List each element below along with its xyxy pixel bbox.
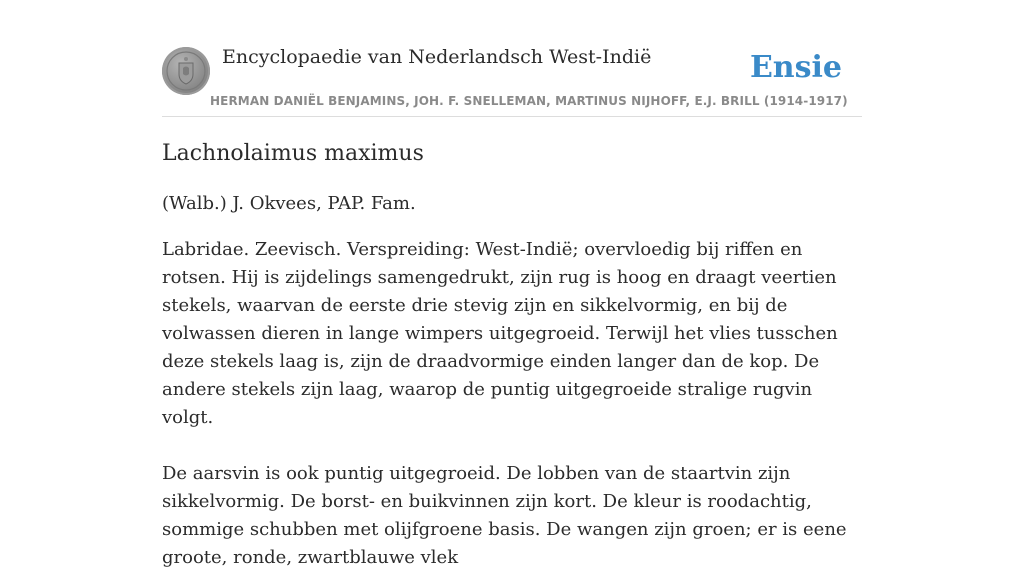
brand-logo[interactable]: Ensie xyxy=(749,50,842,85)
article-paragraph-1: Labridae. Zeevisch. Verspreiding: West-Indië; overvloedig bij riffen en rotsen. Hij is zijdelings samengedrukt, zijn rug is hoog en draagt veertien stekels, waarvan de eerste drie stevig zijn en sikkelvormig, en bij de volwassen dieren in lange wimpers uitgegroeid. Terwijl het vlies tusschen deze stekels laag is, zijn de draadvormige einden langer dan de kop. De andere stekels zijn laag, waarop de puntig uitgegroeide stralige rugvin volgt. xyxy=(162,239,838,428)
book-title[interactable]: Encyclopaedie van Nederlandsch West-Indië xyxy=(222,46,652,68)
article-paragraph-2: De aarsvin is ook puntig uitgegroeid. De lobben van de staartvin zijn sikkelvormig. De borst- en buikvinnen zijn kort. De kleur is roodachtig, sommige schubben met olijfgroene basis. De wangen zijn groen; er is eene groote, ronde, zwartblauwe vlek xyxy=(162,463,847,568)
coin-seal-icon[interactable] xyxy=(162,47,210,95)
coin-seal-graphic xyxy=(162,47,210,95)
article xyxy=(162,138,862,572)
header xyxy=(162,44,862,117)
authors-line: HERMAN DANIËL BENJAMINS, JOH. F. SNELLEMAN, MARTINUS NIJHOFF, E.J. BRILL (1914-1917) xyxy=(210,94,848,108)
article-title: Lachnolaimus maximus xyxy=(162,141,424,166)
article-subtitle: (Walb.) J. Okvees, PAP. Fam. xyxy=(162,193,416,214)
